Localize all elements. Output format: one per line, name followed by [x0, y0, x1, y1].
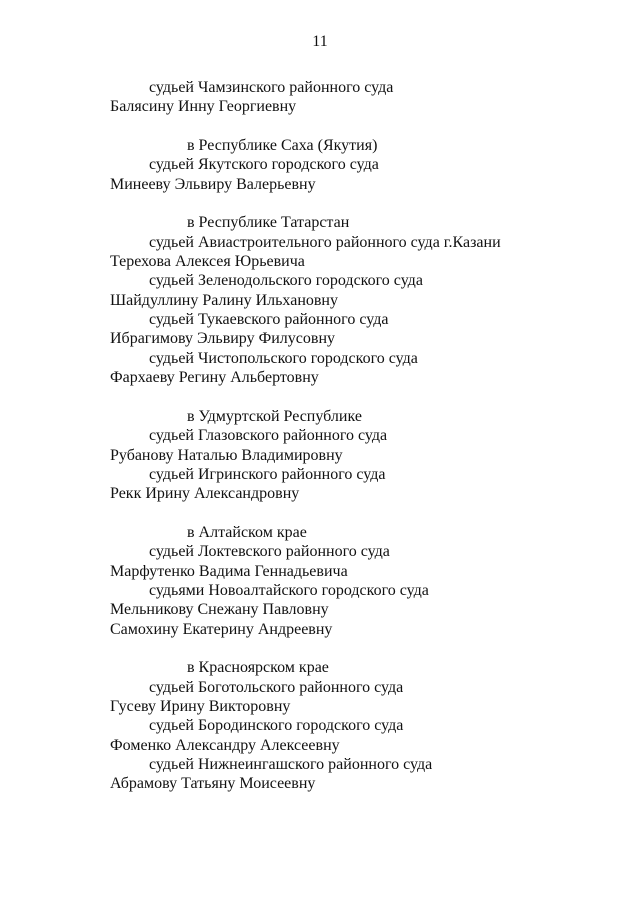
- court-line: судьей Чамзинского районного суда: [149, 79, 394, 96]
- judge-name: Балясину Инну Георгиевну: [110, 98, 297, 116]
- judge-name: Марфутенко Вадима Геннадьевича: [110, 562, 348, 580]
- judge-name: Фоменко Александру Алексеевну: [110, 736, 340, 754]
- judge-name: Шайдуллину Ралину Ильхановну: [110, 291, 338, 309]
- court-line: судьей Глазовского районного суда: [149, 427, 388, 445]
- court-line: судьей Игринского районного суда: [149, 465, 386, 483]
- region-heading: в Красноярском крае: [187, 659, 329, 677]
- court-line: судьями Новоалтайского городского суда: [149, 581, 429, 599]
- court-line: судьей Нижнеингашского районного суда: [149, 756, 433, 774]
- court-line: судьей Тукаевского районного суда: [149, 311, 389, 329]
- region-heading: в Республике Татарстан: [187, 214, 350, 232]
- judge-name: Абрамову Татьяну Моисеевну: [110, 775, 316, 793]
- judge-name: Самохину Екатерину Андреевну: [110, 620, 333, 638]
- judge-name: Ибрагимову Эльвиру Филусовну: [110, 330, 335, 348]
- court-line: судьей Чистопольского городского суда: [149, 349, 418, 367]
- judge-name: Рубанову Наталью Владимировну: [110, 446, 343, 464]
- court-line: судьей Зеленодольского городского суда: [149, 272, 423, 290]
- region-heading: в Алтайском крае: [187, 523, 307, 541]
- court-line: судьей Локтевского районного суда: [149, 543, 390, 561]
- court-line: судьей Авиастроительного районного суда г.Казани: [149, 233, 501, 251]
- judge-name: Рекк Ирину Александровну: [110, 485, 300, 503]
- judge-name: Фархаеву Регину Альбертовну: [110, 369, 319, 387]
- court-line: судьей Боготольского районного суда: [149, 678, 404, 696]
- judge-name: Минееву Эльвиру Валерьевну: [110, 175, 316, 193]
- page-number: 11: [312, 33, 328, 50]
- judge-name: Мельникову Снежану Павловну: [110, 601, 329, 619]
- judge-name: Гусеву Ирину Викторовну: [110, 698, 291, 715]
- court-line: судьей Бородинского городского суда: [149, 717, 404, 735]
- judge-name: Терехова Алексея Юрьевича: [110, 253, 305, 271]
- region-heading: в Республике Саха (Якутия): [187, 137, 378, 155]
- appointments-list: [0, 78, 640, 794]
- region-heading: в Удмуртской Республике: [187, 407, 362, 425]
- court-line: судьей Якутского городского суда: [149, 156, 379, 174]
